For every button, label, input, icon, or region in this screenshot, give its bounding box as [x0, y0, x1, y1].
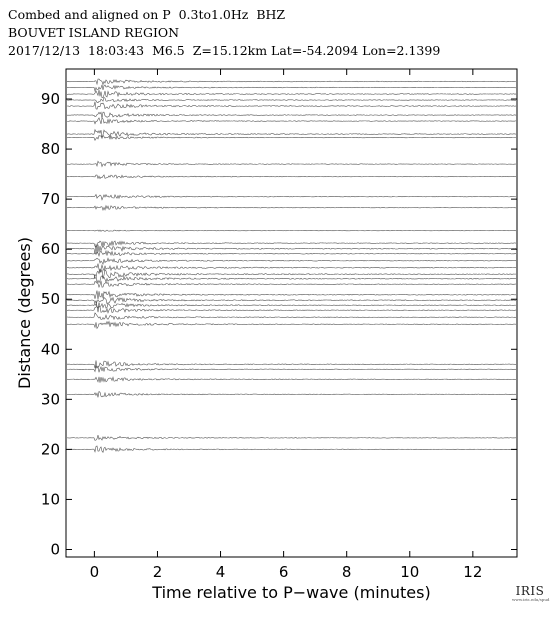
seismogram-trace	[67, 85, 516, 91]
seismogram-trace	[67, 175, 516, 179]
x-tick-label: 0	[89, 563, 100, 581]
y-tick-label: 40	[40, 340, 60, 359]
y-tick-label: 10	[40, 490, 60, 509]
seismogram-trace	[67, 194, 516, 199]
seismogram-trace	[67, 244, 516, 254]
seismogram-trace	[67, 392, 516, 398]
y-tick-label: 0	[50, 540, 60, 559]
seismogram-trace	[67, 230, 516, 231]
seismogram-trace	[67, 377, 516, 383]
x-tick-label: 12	[463, 563, 483, 581]
y-tick-label: 20	[40, 440, 60, 459]
y-tick-label: 70	[40, 190, 60, 209]
seismogram-trace	[67, 435, 516, 440]
x-axis-title: Time relative to P−wave (minutes)	[152, 583, 431, 602]
seismogram-trace	[67, 322, 516, 329]
seismogram-trace	[67, 97, 516, 102]
y-tick-label: 90	[40, 90, 60, 109]
seismogram-trace	[67, 161, 516, 166]
chart-header-line-2: BOUVET ISLAND REGION	[8, 25, 180, 40]
chart-header-line-3: 2017/12/13 18:03:43 M6.5 Z=15.12km Lat=-54.2094 Lon=2.1399	[8, 43, 441, 58]
x-tick-label: 2	[152, 563, 163, 581]
seismogram-trace	[67, 313, 516, 320]
y-tick-label: 30	[40, 390, 60, 409]
seismogram-trace	[67, 264, 516, 273]
seismogram-trace	[67, 281, 516, 287]
seismogram-trace	[67, 102, 516, 109]
seismogram-trace	[67, 306, 516, 313]
iris-logo	[512, 585, 548, 602]
x-tick-label: 10	[400, 563, 420, 581]
seismogram-trace	[67, 90, 516, 98]
iris-logo-text: IRIS	[515, 584, 545, 598]
seismogram-trace	[67, 301, 516, 308]
seismogram-trace	[67, 366, 516, 372]
trace-group	[67, 79, 516, 452]
seismogram-trace	[67, 269, 516, 278]
x-tick-label: 6	[278, 563, 289, 581]
plot-frame	[66, 69, 517, 557]
seismogram-trace	[67, 118, 516, 124]
seismogram-trace	[67, 291, 516, 300]
x-tick-label: 8	[341, 563, 352, 581]
seismogram-trace	[67, 251, 516, 256]
seismogram-trace	[67, 241, 516, 248]
seismogram-trace	[67, 446, 516, 452]
chart-header-line-1: Combed and aligned on P 0.3to1.0Hz BHZ	[8, 7, 286, 22]
seismogram-trace	[67, 206, 516, 210]
y-tick-label: 50	[40, 290, 60, 309]
seismogram-trace	[67, 258, 516, 264]
seismogram-trace	[67, 135, 516, 140]
y-axis-title: Distance (degrees)	[15, 237, 34, 389]
y-tick-label: 80	[40, 140, 60, 159]
seismogram-trace	[67, 112, 516, 118]
seismogram-trace	[67, 360, 516, 368]
seismogram-trace	[67, 79, 516, 85]
seismogram-trace	[67, 298, 516, 306]
y-tick-label: 60	[40, 240, 60, 259]
seismogram-trace	[67, 130, 516, 138]
iris-logo-url: www.iris.edu/spud	[512, 597, 550, 602]
x-tick-label: 4	[215, 563, 226, 581]
seismogram-trace	[67, 275, 516, 284]
